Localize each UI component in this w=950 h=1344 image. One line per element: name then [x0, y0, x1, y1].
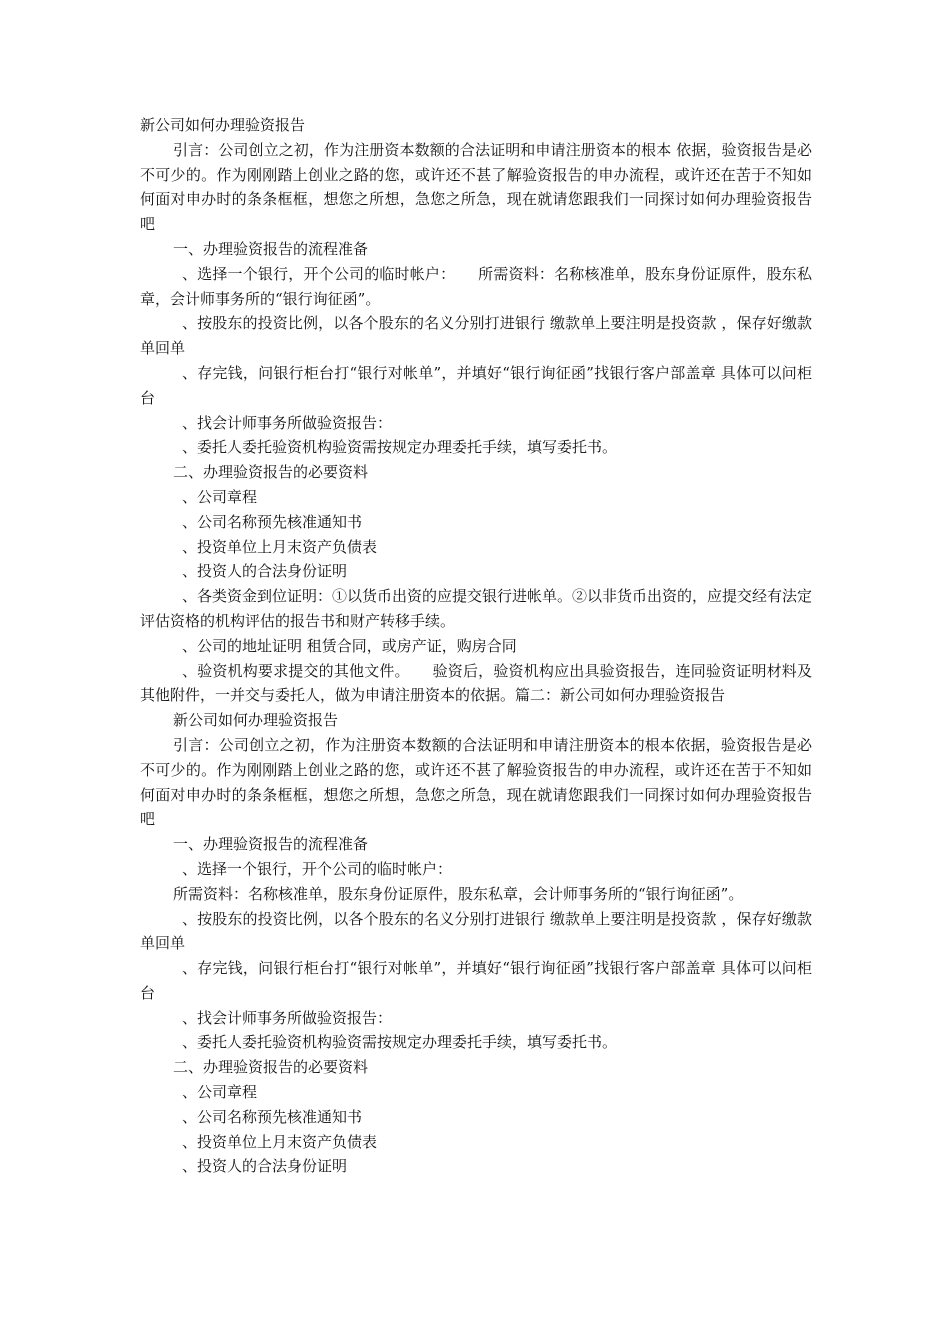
paragraph: 、公司的地址证明 租赁合同，或房产证，购房合同 [182, 636, 517, 655]
paragraph: 引言：公司创立之初，作为注册资本数额的合法证明和申请注册资本的根本依据，验资报告是必不可少的。作为刚刚踏上创业之路的您，或许还不甚了解验资报告的申办流程，或许还在苦于不知如何面对申办时的条条框框，想您之所想，急您之所急，现在就请您跟我们一同探讨如何办理验资报告吧 [140, 735, 812, 829]
paragraph: 、存完钱，问银行柜台打“银行对帐单”，并填好“银行询征函”找银行客户部盖章 具体可以问柜台 [140, 959, 812, 1002]
paragraph: 、公司名称预先核准通知书 [182, 1107, 363, 1126]
paragraph: 一、办理验资报告的流程准备 [173, 835, 369, 854]
paragraph: 一、办理验资报告的流程准备 [173, 239, 369, 258]
paragraph: 所需资料：名称核准单，股东身份证原件，股东私章，会计师事务所的“银行询征函”。 [173, 884, 744, 903]
paragraph: 、公司章程 [182, 1083, 258, 1102]
document-body [140, 113, 812, 1179]
paragraph: 、委托人委托验资机构验资需按规定办理委托手续，填写委托书。 [182, 438, 618, 457]
paragraph: 新公司如何办理验资报告 [173, 711, 339, 730]
paragraph: 、投资单位上月末资产负债表 [182, 1132, 378, 1151]
paragraph: 、按股东的投资比例，以各个股东的名义分别打进银行 缴款单上要注明是投资款 ，保存好缴款单回单 [140, 909, 812, 953]
document-title: 新公司如何办理验资报告 [140, 116, 306, 134]
paragraph: 、按股东的投资比例，以各个股东的名义分别打进银行 缴款单上要注明是投资款 ，保存好缴款单回单 [140, 314, 812, 358]
paragraph: 、验资机构要求提交的其他文件。 验资后，验资机构应出具验资报告，连同验资证明材料及其他附件，一并交与委托人，做为申请注册资本的依据。篇二：新公司如何办理验资报告 [140, 661, 812, 705]
paragraph: 、选择一个银行，开个公司的临时帐户： [182, 859, 453, 878]
paragraph: 、选择一个银行，开个公司的临时帐户： 所需资料：名称核准单，股东身份证原件，股东私章，会计师事务所的“银行询征函”。 [140, 264, 812, 308]
paragraph: 、投资单位上月末资产负债表 [182, 537, 378, 556]
paragraph: 、投资人的合法身份证明 [182, 1157, 348, 1176]
paragraph: 、公司名称预先核准通知书 [182, 512, 363, 531]
paragraph: 、存完钱，问银行柜台打“银行对帐单”，并填好“银行询征函”找银行客户部盖章 具体可以问柜台 [140, 363, 812, 407]
paragraph: 、公司章程 [182, 487, 258, 506]
paragraph: 、找会计师事务所做验资报告： [182, 1008, 393, 1027]
paragraph: 引言：公司创立之初，作为注册资本数额的合法证明和申请注册资本的根本 依据，验资报告是必不可少的。作为刚刚踏上创业之路的您，或许还不甚了解验资报告的申办流程，或许还在苦于不知如何面对申办时的条条框框，想您之所想，急您之所急，现在就请您跟我们一同探讨如何办理验资报告吧 [140, 140, 812, 234]
paragraph: 、找会计师事务所做验资报告： [182, 413, 393, 432]
paragraph: 二、办理验资报告的必要资料 [173, 463, 369, 482]
paragraph: 二、办理验资报告的必要资料 [173, 1058, 369, 1077]
paragraph: 、委托人委托验资机构验资需按规定办理委托手续，填写委托书。 [182, 1033, 618, 1052]
paragraph: 、各类资金到位证明：①以货币出资的应提交银行进帐单。②以非货币出资的，应提交经有法定评估资格的机构评估的报告书和财产转移手续。 [140, 587, 813, 630]
paragraph: 、投资人的合法身份证明 [182, 562, 348, 581]
